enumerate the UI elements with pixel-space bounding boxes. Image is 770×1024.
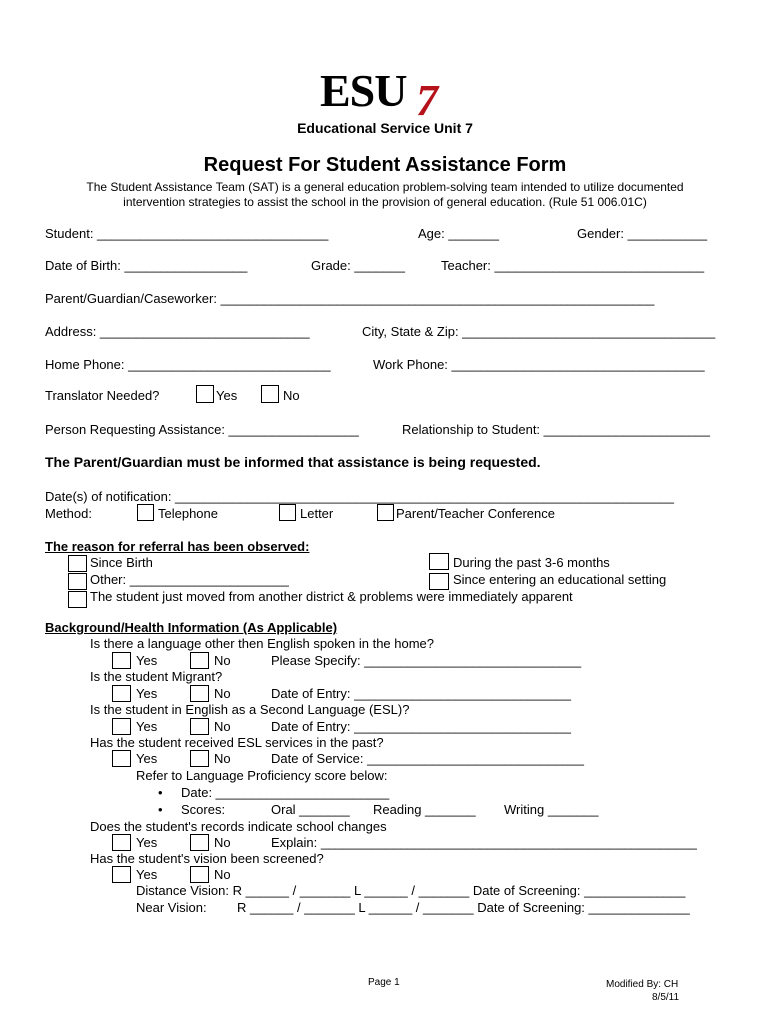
bullet-date: •	[158, 785, 163, 800]
person-requesting-field[interactable]: Person Requesting Assistance: __________________	[45, 422, 359, 437]
since-entering-label: Since entering an educational setting	[453, 572, 667, 587]
q3-esl: Is the student in English as a Second Language (ESL)?	[90, 702, 410, 717]
q3-yes-checkbox[interactable]	[112, 718, 131, 735]
student-field[interactable]: Student: ________________________________	[45, 226, 329, 241]
translator-yes-label: Yes	[216, 388, 238, 403]
moved-label: The student just moved from another district & problems were immediately apparent	[90, 589, 573, 604]
unit-name: Educational Service Unit 7	[297, 120, 473, 136]
near-vision-label: Near Vision:	[136, 900, 207, 915]
q5-no-label: No	[214, 835, 231, 850]
other-field[interactable]: Other: ______________________	[90, 572, 289, 587]
q1-no-checkbox[interactable]	[190, 652, 209, 669]
letter-checkbox[interactable]	[279, 504, 296, 521]
home-phone-field[interactable]: Home Phone: ____________________________	[45, 357, 331, 372]
q1-specify-field[interactable]: Please Specify: ______________________________	[271, 653, 582, 668]
work-phone-field[interactable]: Work Phone: ___________________________________	[373, 357, 705, 372]
q6-yes-label: Yes	[136, 867, 158, 882]
letter-label: Letter	[300, 506, 334, 521]
translator-label: Translator Needed?	[45, 388, 160, 403]
q6-vision: Has the student's vision been screened?	[90, 851, 324, 866]
q4-date-field[interactable]: Date of Service: ______________________________	[271, 751, 584, 766]
bullet-scores: •	[158, 802, 163, 817]
city-state-zip-field[interactable]: City, State & Zip: ___________________________________	[362, 324, 716, 339]
q3-yes-label: Yes	[136, 719, 158, 734]
q3-no-checkbox[interactable]	[190, 718, 209, 735]
page-number: Page 1	[368, 977, 400, 988]
near-vision-field[interactable]: R ______ / _______ L ______ / _______ Date of Screening: ______________	[237, 900, 690, 915]
logo-esu-text: ESU	[320, 65, 407, 116]
notification-dates-field[interactable]: Date(s) of notification: _____________________________________________________________________	[45, 489, 674, 504]
q4-no-label: No	[214, 751, 231, 766]
q1-language: Is there a language other then English spoken in the home?	[90, 636, 435, 651]
intro-line-1: The Student Assistance Team (SAT) is a general education problem-solving team intended to utilize documented	[86, 180, 684, 194]
since-birth-label: Since Birth	[90, 555, 153, 570]
scores-label: Scores:	[181, 802, 226, 817]
relationship-field[interactable]: Relationship to Student: _______________________	[402, 422, 710, 437]
q2-no-checkbox[interactable]	[190, 685, 209, 702]
form-title: Request For Student Assistance Form	[203, 154, 567, 176]
q5-yes-label: Yes	[136, 835, 158, 850]
refer-proficiency: Refer to Language Proficiency score below:	[136, 768, 388, 783]
modified-date: 8/5/11	[652, 992, 680, 1003]
q2-yes-checkbox[interactable]	[112, 685, 131, 702]
q4-yes-label: Yes	[136, 751, 158, 766]
q2-date-field[interactable]: Date of Entry: ______________________________	[271, 686, 571, 701]
translator-no-checkbox[interactable]	[261, 385, 279, 403]
q5-no-checkbox[interactable]	[190, 834, 209, 851]
address-field[interactable]: Address: _____________________________	[45, 324, 310, 339]
reason-heading: The reason for referral has been observed:	[45, 539, 310, 554]
logo-seven: 7	[416, 76, 438, 125]
distance-vision-field[interactable]: Distance Vision: R ______ / _______ L ______ / _______ Date of Screening: ______________	[136, 883, 686, 898]
teacher-field[interactable]: Teacher: _____________________________	[441, 258, 705, 273]
translator-no-label: No	[283, 388, 300, 403]
moved-checkbox[interactable]	[68, 591, 87, 608]
q6-no-checkbox[interactable]	[190, 866, 209, 883]
translator-yes-checkbox[interactable]	[196, 385, 214, 403]
since-entering-checkbox[interactable]	[429, 573, 449, 590]
telephone-checkbox[interactable]	[137, 504, 154, 521]
oral-score-field[interactable]: Oral _______	[271, 802, 350, 817]
q3-no-label: No	[214, 719, 231, 734]
q1-yes-label: Yes	[136, 653, 158, 668]
dob-field[interactable]: Date of Birth: _________________	[45, 258, 248, 273]
since-birth-checkbox[interactable]	[68, 555, 87, 572]
q6-yes-checkbox[interactable]	[112, 866, 131, 883]
q5-yes-checkbox[interactable]	[112, 834, 131, 851]
past-months-label: During the past 3-6 months	[453, 555, 610, 570]
conference-label: Parent/Teacher Conference	[396, 506, 555, 521]
past-months-checkbox[interactable]	[429, 553, 449, 570]
method-label: Method:	[45, 506, 92, 521]
reading-score-field[interactable]: Reading _______	[373, 802, 476, 817]
q2-migrant: Is the student Migrant?	[90, 669, 223, 684]
q2-yes-label: Yes	[136, 686, 158, 701]
q4-yes-checkbox[interactable]	[112, 750, 131, 767]
grade-field[interactable]: Grade: _______	[311, 258, 405, 273]
writing-score-field[interactable]: Writing _______	[504, 802, 599, 817]
gender-field[interactable]: Gender: ___________	[577, 226, 708, 241]
other-checkbox[interactable]	[68, 573, 87, 590]
conference-checkbox[interactable]	[377, 504, 394, 521]
modified-by: Modified By: CH	[606, 979, 679, 990]
q2-no-label: No	[214, 686, 231, 701]
q4-esl-past: Has the student received ESL services in the past?	[90, 735, 384, 750]
q5-explain-field[interactable]: Explain: ____________________________________________________	[271, 835, 697, 850]
intro-line-2: intervention strategies to assist the school in the provision of general education. (Rule 51 006.01C)	[123, 195, 647, 209]
q1-no-label: No	[214, 653, 231, 668]
q1-yes-checkbox[interactable]	[112, 652, 131, 669]
esu7-logo	[320, 66, 450, 126]
background-heading: Background/Health Information (As Applicable)	[45, 620, 338, 635]
telephone-label: Telephone	[158, 506, 218, 521]
q6-no-label: No	[214, 867, 231, 882]
proficiency-date-field[interactable]: Date: ________________________	[181, 785, 390, 800]
age-field[interactable]: Age: _______	[418, 226, 499, 241]
notice-heading: The Parent/Guardian must be informed that assistance is being requested.	[45, 454, 541, 470]
q5-school-changes: Does the student's records indicate school changes	[90, 819, 387, 834]
q4-no-checkbox[interactable]	[190, 750, 209, 767]
parent-field[interactable]: Parent/Guardian/Caseworker: ____________________________________________________________	[45, 291, 655, 306]
q3-date-field[interactable]: Date of Entry: ______________________________	[271, 719, 571, 734]
